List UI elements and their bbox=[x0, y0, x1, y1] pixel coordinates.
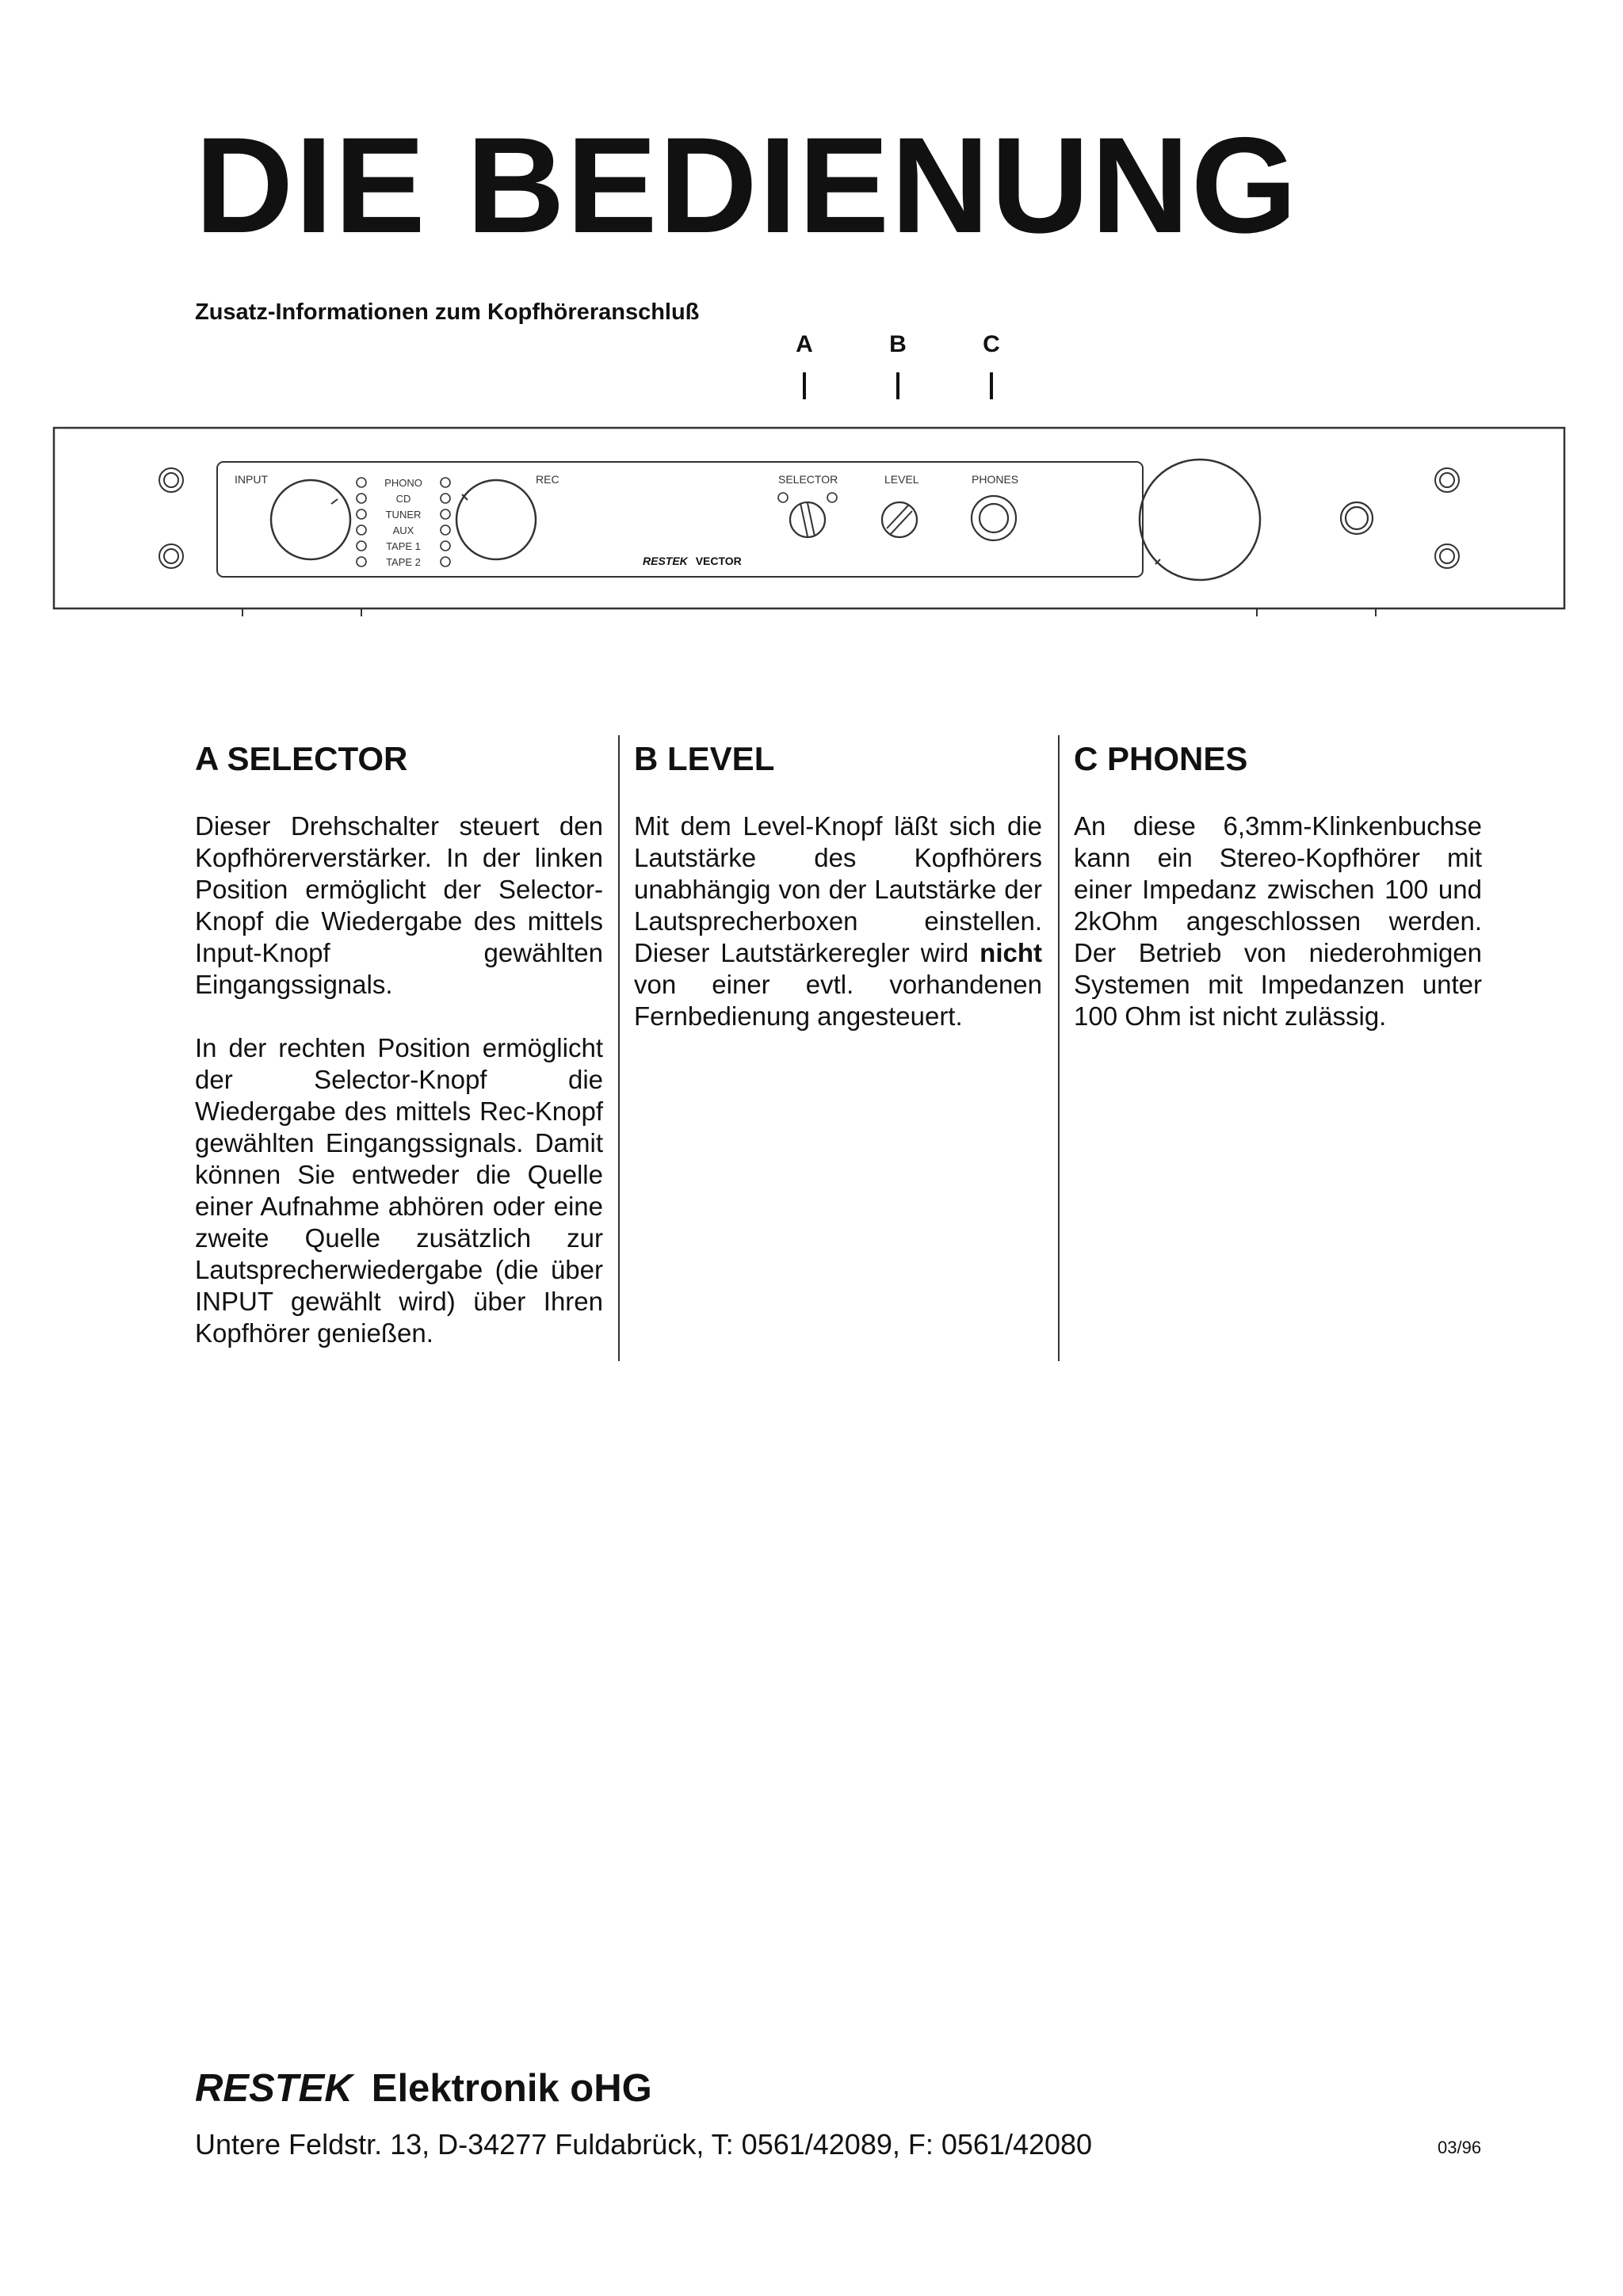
selector-knob-grip bbox=[800, 503, 808, 536]
section-level bbox=[634, 741, 1042, 1032]
source-label-cd: CD bbox=[395, 493, 411, 505]
marker-b-line bbox=[896, 372, 899, 399]
rec-knob bbox=[456, 480, 536, 559]
foot-right bbox=[1257, 608, 1376, 616]
svg-text:RESTEK VECTOR bbox=[643, 555, 742, 567]
input-label: INPUT bbox=[235, 473, 268, 486]
company-name bbox=[195, 2066, 652, 2111]
section-selector-heading: A SELECTOR bbox=[195, 740, 408, 777]
selector-led-right bbox=[827, 493, 837, 502]
marker-c: C bbox=[983, 331, 1000, 357]
column-divider-1 bbox=[618, 735, 620, 1361]
section-level-text-post: von einer evtl. vorhandenen Fernbedienung angesteuert. bbox=[634, 970, 1042, 1032]
source-label-tape2: TAPE 2 bbox=[386, 556, 421, 568]
selector-led-left bbox=[778, 493, 788, 502]
foot-left bbox=[242, 608, 361, 616]
selector-label: SELECTOR bbox=[778, 473, 838, 486]
panel-model: VECTOR bbox=[695, 555, 742, 567]
marker-a-line bbox=[803, 372, 806, 399]
section-level-text-bold: nicht bbox=[980, 938, 1042, 968]
level-knob-grip bbox=[887, 505, 908, 528]
input-knob-indicator bbox=[331, 499, 338, 504]
section-level-text-pre: Mit dem Level-Knopf läßt sich die Lautstärke des Kopfhörers unabhängig von der Lautstärke der Lautsprecherboxen einstellen. Dieser Lautstärkeregler wird bbox=[634, 811, 1042, 968]
panel-brand: RESTEK bbox=[643, 555, 688, 567]
section-phones-heading: C PHONES bbox=[1074, 740, 1248, 777]
section-phones bbox=[1074, 741, 1482, 1032]
source-label-tuner: TUNER bbox=[385, 509, 422, 521]
source-label-phono: PHONO bbox=[384, 477, 422, 489]
date-code: 03/96 bbox=[1438, 2138, 1482, 2157]
section-phones-para1: An diese 6,3mm-Klinkenbuchse kann ein Stereo-Kopfhörer mit einer Impedanz zwischen 100 und 2kOhm angeschlossen werden. Der Betrieb von niederohmigen Systemen mit Impedanzen unter 100 Ohm ist nicht zulässig. bbox=[1074, 811, 1482, 1032]
company-suffix: Elektronik oHG bbox=[371, 2067, 652, 2110]
phones-label: PHONES bbox=[972, 473, 1019, 486]
level-label: LEVEL bbox=[884, 473, 919, 486]
rec-label: REC bbox=[536, 473, 559, 486]
phones-jack bbox=[972, 496, 1016, 540]
marker-b: B bbox=[889, 331, 907, 357]
company-brand: RESTEK bbox=[195, 2067, 353, 2110]
section-selector bbox=[195, 741, 603, 1349]
company-address: Untere Feldstr. 13, D-34277 Fuldabrück, T: 0561/42089, F: 0561/42080 bbox=[195, 2128, 1093, 2161]
page-title: DIE BEDIENUNG bbox=[195, 109, 1299, 261]
section-selector-para1: Dieser Drehschalter steuert den Kopfhörerverstärker. In der linken Position ermöglicht der Selector-Knopf die Wiedergabe des mittels Input-Knopf gewählten Eingangssignals. bbox=[195, 811, 603, 1000]
chassis-outline bbox=[54, 428, 1564, 608]
section-selector-para2: In der rechten Position ermöglicht der Selector-Knopf die Wiedergabe des mittels Rec-Knopf gewählten Eingangssignals. Damit können Sie entweder die Quelle einer Aufnahme abhören oder eine zweite Quelle zusätzlich zur Lautsprecherwiedergabe (die über INPUT gewählt wird) über Ihren Kopfhörer genießen. bbox=[195, 1033, 603, 1348]
selector-knob bbox=[790, 502, 825, 537]
input-knob bbox=[271, 480, 350, 559]
amplifier-front-panel-diagram bbox=[52, 426, 1566, 616]
subtitle: Zusatz-Informationen zum Kopfhöreranschluß bbox=[195, 299, 700, 325]
column-divider-2 bbox=[1058, 735, 1060, 1361]
section-level-para1 bbox=[634, 810, 1042, 1032]
marker-a: A bbox=[796, 331, 813, 357]
source-label-aux: AUX bbox=[392, 524, 414, 536]
marker-c-line bbox=[990, 372, 993, 399]
source-leds bbox=[357, 478, 450, 566]
source-label-tape1: TAPE 1 bbox=[386, 540, 421, 552]
level-knob bbox=[882, 502, 917, 537]
section-level-heading: B LEVEL bbox=[634, 740, 775, 777]
